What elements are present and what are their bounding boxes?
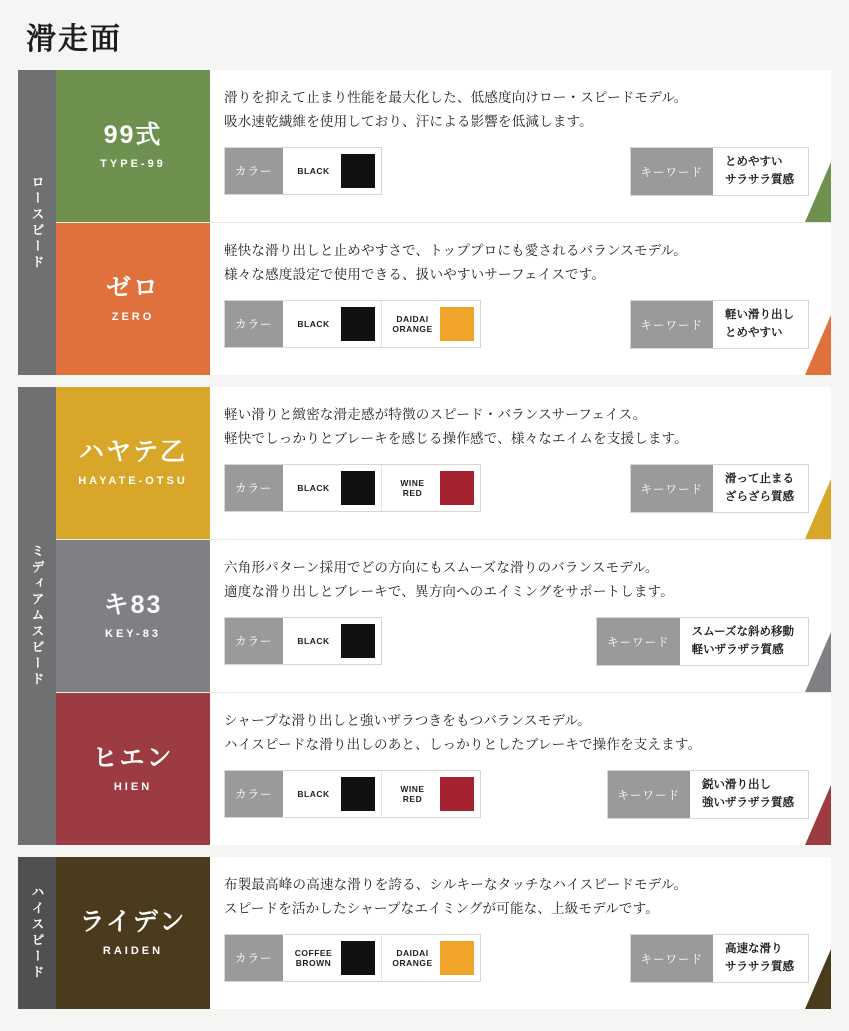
color-swatch (440, 777, 474, 811)
keyword-chip (630, 300, 810, 349)
speed-group-label-text: ロースピード (29, 174, 45, 271)
color-item-list (283, 465, 480, 511)
keyword-chip (630, 147, 810, 196)
keyword-chip-label: キーワード (631, 301, 714, 348)
color-item (283, 618, 381, 664)
color-name: BLACK (297, 482, 330, 493)
product-name-block (56, 693, 210, 845)
product-description-line-2: 吸水速乾繊維を使用しており、汗による影響を低減します。 (224, 113, 593, 129)
color-swatch (341, 471, 375, 505)
product-rows (56, 857, 831, 1009)
product-name-en: ZERO (111, 310, 155, 323)
color-chip-label: カラー (225, 771, 283, 817)
color-item (381, 771, 480, 817)
product-name-jp: ヒエン (92, 744, 174, 773)
keyword-chip-label: キーワード (631, 935, 714, 982)
color-swatch (341, 941, 375, 975)
product-rows (56, 387, 831, 845)
product-name-en: HIEN (113, 780, 153, 793)
product-description-line-2: スピードを活かしたシャープなエイミングが可能な、上級モデルです。 (224, 900, 659, 916)
color-name: BLACK (297, 788, 330, 799)
color-item-list (283, 935, 480, 981)
product-description-line-1: 六角形パターン採用でどの方向にもスムーズな滑りのバランスモデル。 (224, 560, 659, 575)
keyword-chip-label: キーワード (597, 618, 680, 665)
keyword-item: スムーズな斜め移動 (691, 626, 794, 639)
keyword-item: ざらざら質感 (725, 490, 794, 503)
product-name-en: RAIDEN (102, 944, 164, 957)
keyword-list (713, 935, 808, 982)
color-name: BLACK (297, 318, 330, 329)
color-chip (224, 300, 481, 348)
keyword-item: 高速な滑り (725, 943, 783, 956)
product-name-en: HAYATE-OTSU (78, 474, 188, 487)
color-chip (224, 464, 481, 512)
product-body (210, 223, 831, 375)
product-row[interactable] (56, 223, 831, 375)
color-chip-label: カラー (225, 618, 283, 664)
color-chip-label: カラー (225, 935, 283, 981)
color-chip (224, 934, 481, 982)
color-swatch (440, 471, 474, 505)
color-name: DAIDAI ORANGE (392, 947, 433, 969)
product-description (224, 239, 809, 286)
product-description-line-1: シャープな滑り出しと強いザラつきをもつバランスモデル。 (224, 713, 591, 728)
color-swatch (341, 154, 375, 188)
product-description-line-1: 軽い滑りと緻密な滑走感が特徴のスピード・バランスサーフェイス。 (224, 407, 647, 422)
keyword-list (713, 148, 808, 195)
keyword-item: 強いザラザラ質感 (702, 796, 794, 809)
color-item-list (283, 618, 381, 664)
color-chip-label: カラー (225, 301, 283, 347)
product-description-line-1: 軽快な滑り出しと止めやすさで、トッププロにも愛されるバランスモデル。 (224, 243, 687, 258)
product-description-line-1: 布製最高峰の高速な滑りを誇る、シルキーなタッチなハイスピードモデル。 (224, 877, 688, 892)
color-chip (224, 147, 382, 195)
color-swatch (341, 777, 375, 811)
keyword-list (713, 301, 808, 348)
speed-group (18, 387, 831, 845)
product-description-line-2: 適度な滑り出しとブレーキで、異方向へのエイミングをサポートします。 (224, 583, 674, 599)
product-meta (224, 147, 809, 196)
product-body (210, 540, 831, 692)
product-description (224, 403, 809, 450)
color-swatch (341, 624, 375, 658)
color-item-list (283, 148, 381, 194)
keyword-item: 鋭い滑り出し (702, 779, 771, 792)
color-name: WINE RED (400, 477, 425, 499)
product-name-block (56, 540, 210, 692)
color-item-list (283, 771, 480, 817)
keyword-list (713, 465, 808, 512)
keyword-chip (630, 934, 810, 983)
keyword-chip-label: キーワード (608, 771, 691, 818)
product-name-jp: 99式 (103, 121, 163, 150)
speed-group-label (18, 387, 56, 845)
color-chip (224, 617, 382, 665)
keyword-item: とめやすい (725, 326, 783, 339)
product-name-block (56, 387, 210, 539)
keyword-item: サラサラ質感 (725, 173, 794, 186)
product-row[interactable] (56, 857, 831, 1009)
color-item (283, 148, 381, 194)
color-name: WINE RED (400, 783, 425, 805)
keyword-item: サラサラ質感 (725, 960, 794, 973)
color-swatch (440, 307, 474, 341)
product-body (210, 387, 831, 539)
color-item (381, 935, 480, 981)
product-description-line-2: 軽快でしっかりとブレーキを感じる操作感で、様々なエイムを支援します。 (224, 430, 688, 446)
color-name: COFFEE BROWN (294, 947, 333, 969)
product-meta (224, 300, 809, 349)
color-item (283, 465, 381, 511)
keyword-list (680, 618, 808, 665)
keyword-chip (607, 770, 810, 819)
color-chip (224, 770, 481, 818)
product-meta (224, 464, 809, 513)
speed-group-label (18, 70, 56, 375)
color-name: BLACK (297, 635, 330, 646)
product-body (210, 70, 831, 222)
keyword-chip-label: キーワード (631, 465, 714, 512)
color-item (283, 771, 381, 817)
speed-group-label-text: ハイスピード (29, 885, 45, 981)
product-meta (224, 617, 809, 666)
product-description (224, 86, 809, 133)
product-meta (224, 934, 809, 983)
product-row[interactable] (56, 540, 831, 693)
color-swatch (440, 941, 474, 975)
product-description-line-2: 様々な感度設定で使用できる、扱いやすいサーフェイスです。 (224, 266, 606, 282)
product-name-jp: ライデン (79, 908, 187, 937)
keyword-chip (630, 464, 810, 513)
color-name: DAIDAI ORANGE (392, 313, 433, 335)
color-swatch (341, 307, 375, 341)
product-name-jp: キ83 (103, 591, 163, 620)
product-name-block (56, 223, 210, 375)
product-name-en: KEY-83 (105, 627, 161, 640)
keyword-list (690, 771, 808, 818)
color-item-list (283, 301, 480, 347)
color-chip-label: カラー (225, 148, 283, 194)
product-description-line-2: ハイスピードな滑り出しのあと、しっかりとしたブレーキで操作を支えます。 (224, 736, 702, 752)
product-row[interactable] (56, 70, 831, 223)
speed-group-label-text: ミディアムスピード (29, 544, 45, 688)
product-row[interactable] (56, 693, 831, 845)
speed-group (18, 857, 831, 1009)
product-description (224, 709, 809, 756)
product-name-block (56, 857, 210, 1009)
color-item (283, 301, 381, 347)
product-body (210, 857, 831, 1009)
keyword-item: 滑って止まる (725, 473, 794, 486)
speed-group-list (18, 70, 831, 1009)
keyword-chip-label: キーワード (631, 148, 714, 195)
keyword-item: 軽いザラザラ質感 (691, 643, 784, 656)
keyword-item: 軽い滑り出し (725, 309, 794, 322)
keyword-chip (596, 617, 809, 666)
speed-group (18, 70, 831, 375)
product-rows (56, 70, 831, 375)
product-name-en: TYPE-99 (100, 157, 166, 170)
color-name: BLACK (297, 165, 330, 176)
product-name-jp: ゼロ (105, 274, 160, 303)
product-description-line-1: 滑りを抑えて止まり性能を最大化した、低感度向けロー・スピードモデル。 (224, 90, 688, 105)
color-item (381, 465, 480, 511)
keyword-item: とめやすい (725, 156, 783, 169)
product-row[interactable] (56, 387, 831, 540)
page-title: 滑走面 (26, 23, 122, 56)
color-item (381, 301, 480, 347)
product-name-block (56, 70, 210, 222)
product-body (210, 693, 831, 845)
color-item (283, 935, 381, 981)
product-name-jp: ハヤテ乙 (78, 438, 187, 467)
product-description (224, 873, 809, 920)
product-description (224, 556, 809, 603)
color-chip-label: カラー (225, 465, 283, 511)
product-meta (224, 770, 809, 819)
speed-group-label (18, 857, 56, 1009)
